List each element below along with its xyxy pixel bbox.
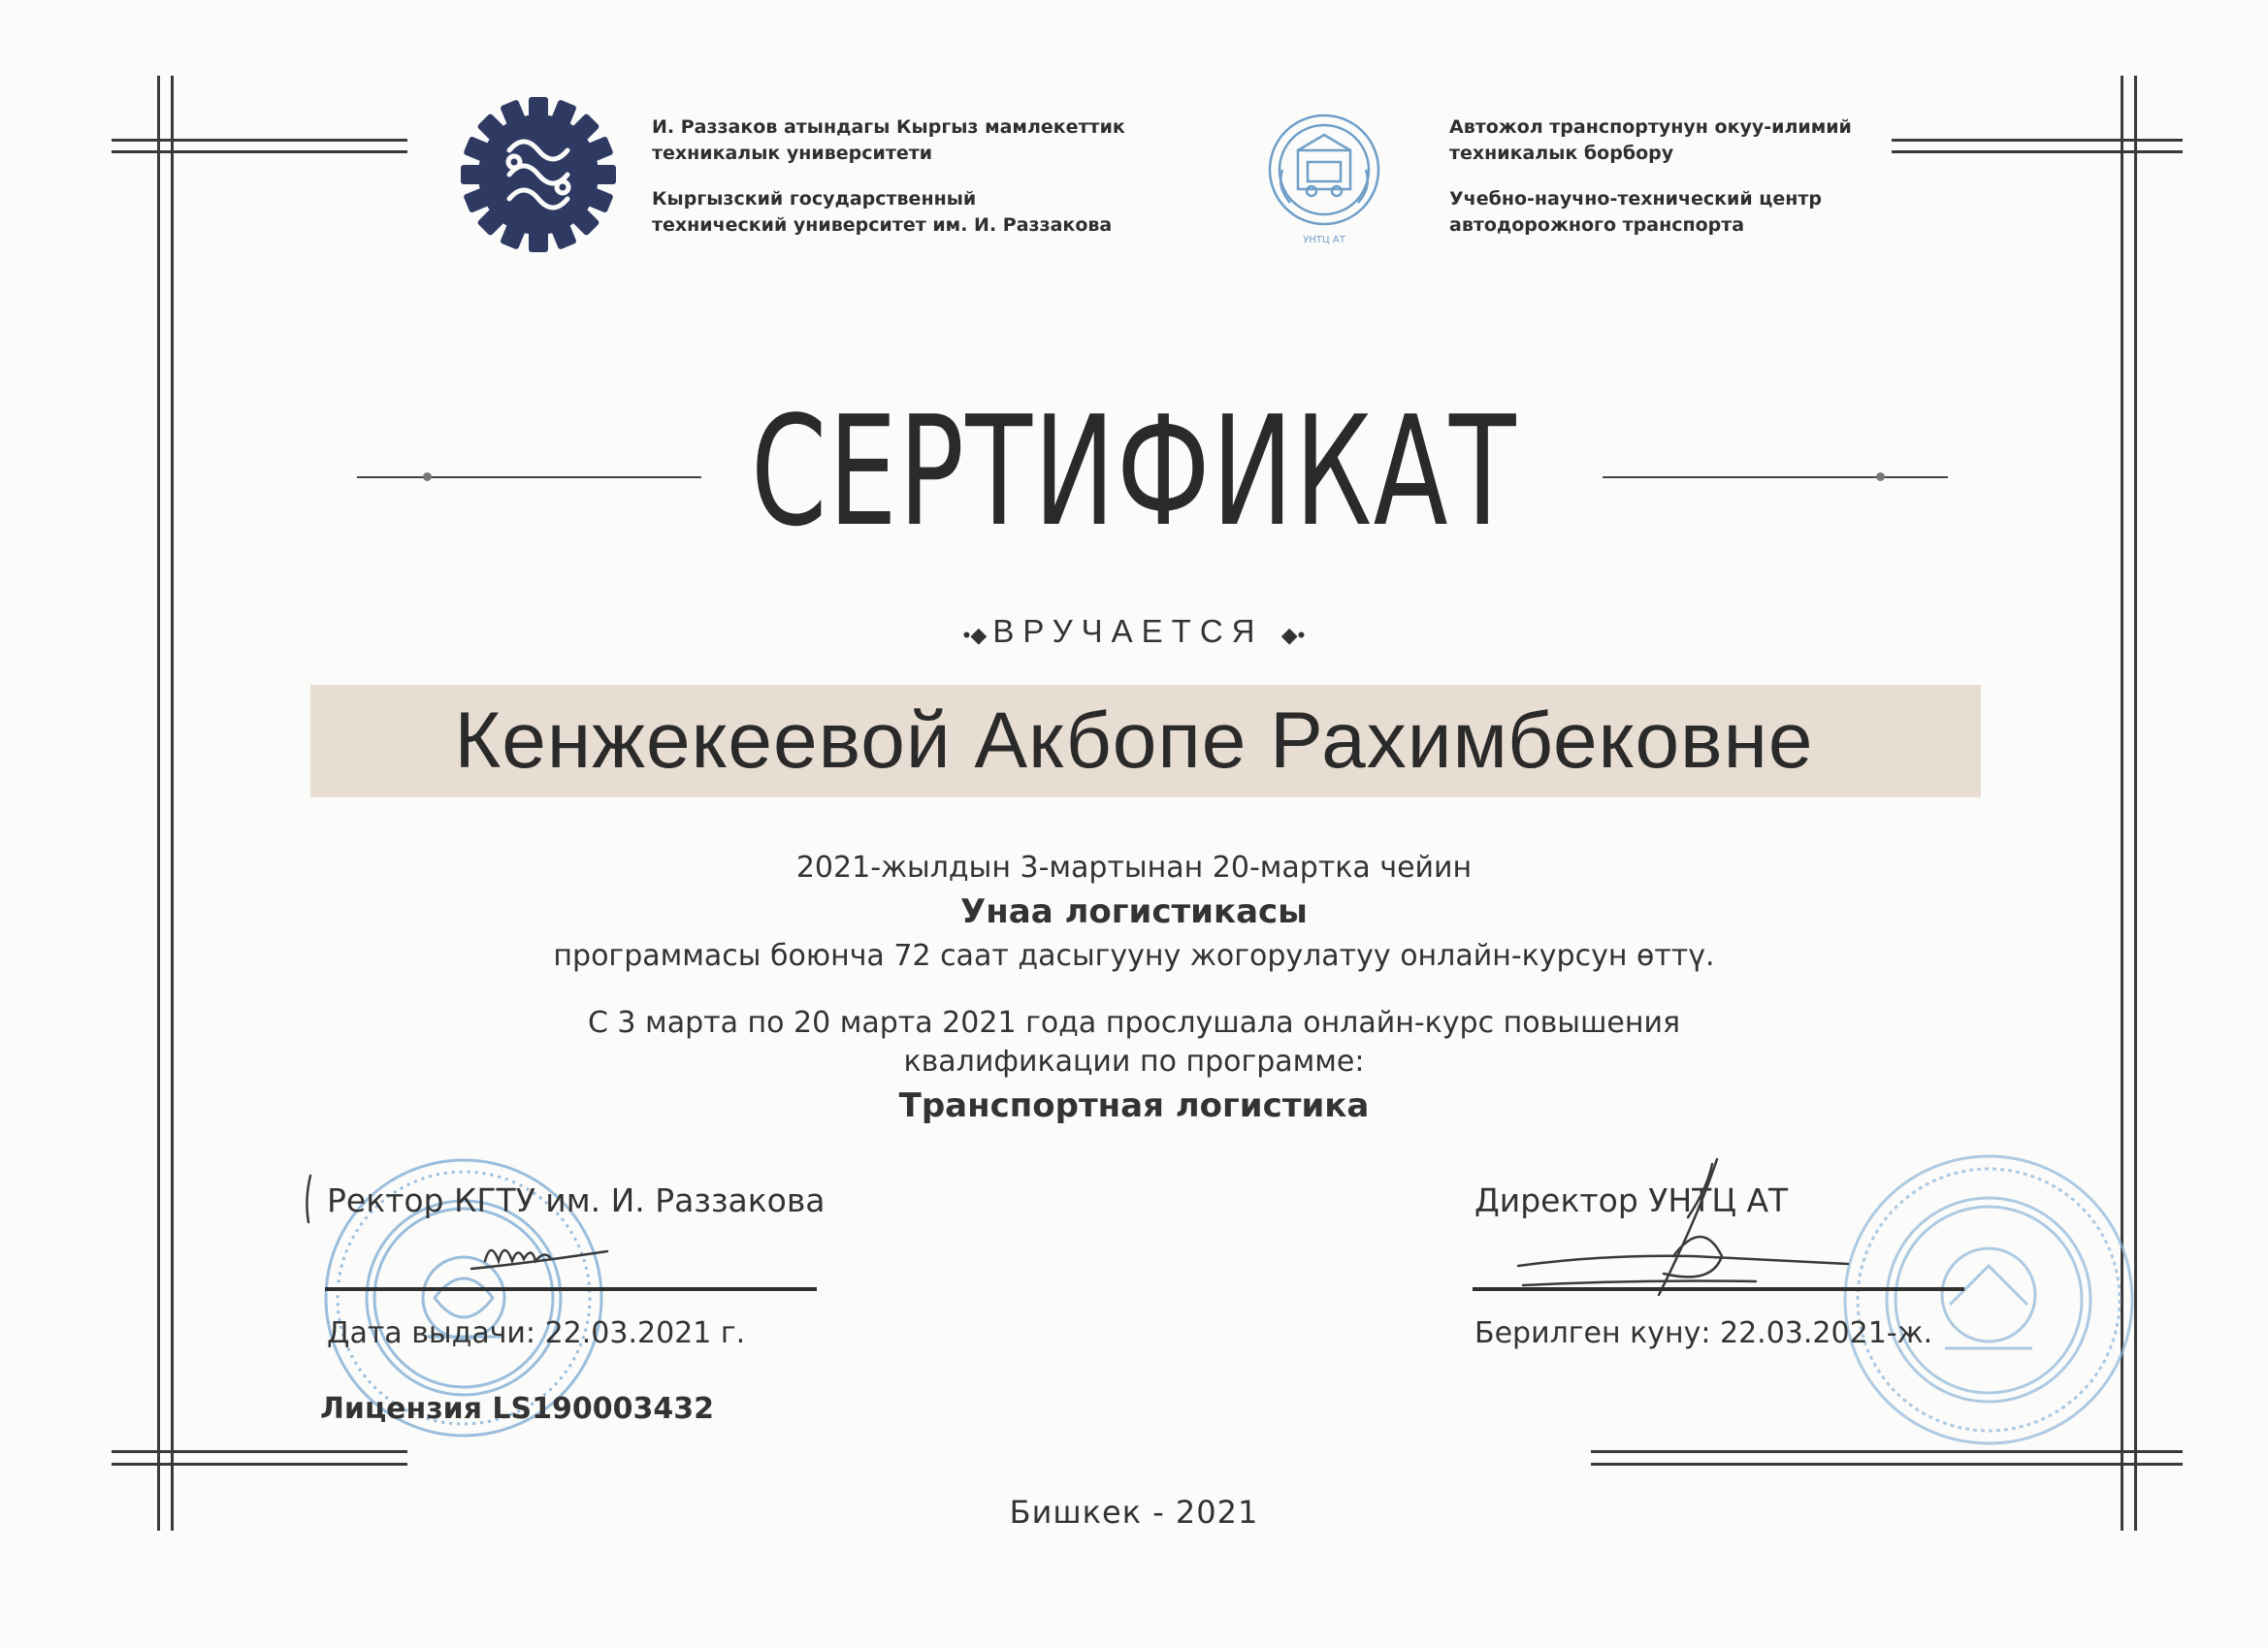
left-issue-date: Дата выдачи: 22.03.2021 г. — [327, 1316, 746, 1350]
awarded-label: ВРУЧАЕТСЯ — [992, 613, 1264, 649]
frame-top-right-line-a — [1892, 139, 2183, 142]
recipient-name: Кенжекеевой Акбопе Рахимбековне — [454, 696, 1814, 785]
awarded-label-row — [0, 613, 2268, 650]
right-org-name-russian: Учебно-научно-технический центр автодорожного транспорта — [1449, 188, 1822, 236]
frame-bottom-right-line-b — [1591, 1463, 2183, 1466]
frame-bottom-left-line-a — [112, 1450, 407, 1453]
left-org-name-russian: Кыргызский государственный технический университет им. И. Раззакова — [652, 188, 1113, 236]
right-signatory-title: Директор УНТЦ АТ — [1474, 1181, 1789, 1219]
body-russian-program: Транспортная логистика — [898, 1086, 1370, 1125]
footer-city-year: Бишкек - 2021 — [1009, 1494, 1259, 1531]
university-gear-logo — [456, 92, 621, 257]
frame-left-line-outer — [157, 76, 160, 1531]
right-center-stamp — [1838, 1149, 2139, 1450]
certificate-title: СЕРТИФИКАТ — [750, 383, 1518, 560]
frame-left-line-inner — [171, 76, 174, 1531]
body-kyrgyz-dates: 2021-жылдын 3-мартынан 20-мартка чейин — [795, 851, 1473, 885]
body-kyrgyz-program: Унаа логистикасы — [960, 892, 1308, 931]
awarded-left-ornament: •◆ — [962, 623, 993, 647]
frame-top-left-line-a — [112, 139, 407, 142]
center-emblem-caption: УНТЦ АТ — [1303, 235, 1345, 245]
left-signatory-title: Ректор КГТУ им. И. Раззакова — [327, 1181, 826, 1219]
body-kyrgyz-description: программасы боюнча 72 саат дасыгууну жогорулатуу онлайн-курсун өттү. — [553, 939, 1715, 973]
body-russian-line-2: квалификации по программе: — [903, 1045, 1365, 1079]
right-signature-line — [1473, 1287, 1964, 1291]
frame-top-right-line-b — [1892, 150, 2183, 153]
body-russian-line-1: С 3 марта по 20 марта 2021 года прослушала онлайн-курс повышения — [587, 1006, 1681, 1040]
right-org-name-kyrgyz: Автожол транспортунун окуу-илимий техникалык борбору — [1449, 116, 1852, 164]
frame-top-left-line-b — [112, 150, 407, 153]
frame-bottom-left-line-b — [112, 1463, 407, 1466]
frame-bottom-right-line-a — [1591, 1450, 2183, 1453]
awarded-right-ornament: ◆• — [1280, 623, 1306, 647]
center-training-center-emblem — [1261, 112, 1387, 252]
left-org-name-kyrgyz: И. Раззаков атындагы Кыргыз мамлекеттик техникалык университети — [652, 116, 1125, 164]
license-number: Лицензия LS190003432 — [320, 1392, 714, 1426]
right-handwritten-signature — [1484, 1149, 1853, 1324]
left-signature-line — [325, 1287, 817, 1291]
right-issue-date: Берилген куну: 22.03.2021-ж. — [1474, 1316, 1933, 1350]
left-handwritten-signature — [301, 1164, 631, 1300]
